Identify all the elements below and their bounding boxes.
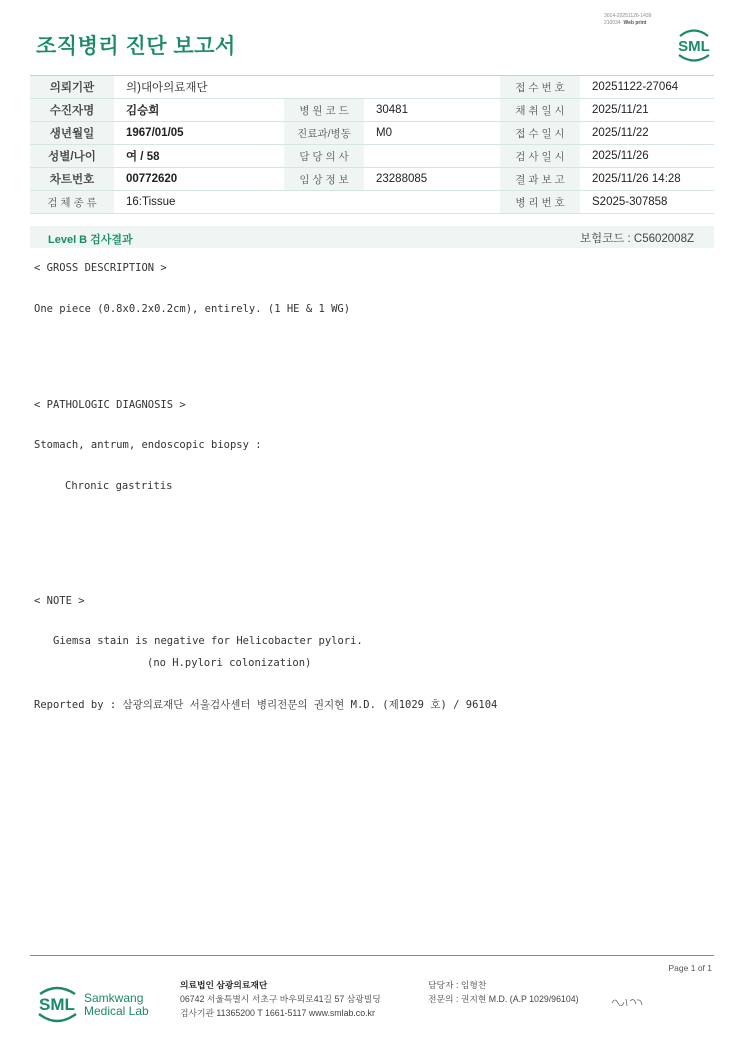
test-date-label: 검 사 일 시 [500,145,580,168]
page-number: Page 1 of 1 [668,963,712,973]
pathology-no-value: S2025-307858 [580,191,714,214]
doctor-value [364,145,500,168]
clinical-value: 23288085 [364,168,500,191]
specimen-value: 16:Tissue [114,191,500,214]
result-report-value: 2025/11/26 14:28 [580,168,714,191]
chart-no-value: 00772620 [114,168,284,191]
brand-line-2: Medical Lab [84,1004,149,1018]
samkwang-logo-icon [37,980,167,1028]
org-contact: 검사기관 11365200 T 1661-5117 www.smlab.co.kr [180,1008,375,1018]
clinical-label: 임 상 정 보 [284,168,364,191]
sex-age-label: 성별/나이 [30,145,114,168]
diagnosis-text: Chronic gastritis [65,480,173,492]
test-date-value: 2025/11/26 [580,145,714,168]
level-label: Level B 검사결과 [48,234,133,246]
print-code-2: 210034 [604,20,621,26]
hospital-code-label: 병 원 코 드 [284,99,364,122]
org-name: 의료법인 삼광의료재단 [180,980,268,990]
collect-date-value: 2025/11/21 [580,99,714,122]
patient-value: 김승희 [114,99,284,122]
sml-logo-icon [674,26,714,64]
print-mode: Web print [623,20,647,26]
specimen-label: 검 체 종 류 [30,191,114,214]
collect-date-label: 채 취 일 시 [500,99,580,122]
gross-text: One piece (0.8x0.2x0.2cm), entirely. (1 HE & 1 WG) [34,303,351,315]
note-header: < NOTE > [34,595,85,607]
diagnosis-site: Stomach, antrum, endoscopic biopsy : [34,439,262,451]
requester-label: 의뢰기관 [30,76,114,99]
table-row [30,99,714,122]
receipt-no-value: 20251122-27064 [580,76,714,99]
note-line-2: (no H.pylori colonization) [147,657,312,669]
dob-label: 생년월일 [30,122,114,145]
table-row [30,145,714,168]
specialist-name: 전문의 : 권지현 M.D. (A.P 1029/96104) [428,994,579,1004]
footer-divider [30,955,714,956]
pathology-no-label: 병 리 번 호 [500,191,580,214]
staff-name: 담당자 : 임형찬 [428,980,487,990]
receipt-no-label: 접 수 번 호 [500,76,580,99]
chart-no-label: 차트번호 [30,168,114,191]
sex-age-value: 여 / 58 [114,145,284,168]
svg-text:SML: SML [39,995,75,1014]
signature-icon [610,995,644,1009]
reported-by: Reported by : 삼광의료재단 서울검사센터 병리전문의 권지현 M.D. (제1029 호) / 96104 [34,699,498,711]
doctor-label: 담 당 의 사 [284,145,364,168]
table-row [30,122,714,145]
gross-header: < GROSS DESCRIPTION > [34,262,167,274]
sml-logo-text: SML [678,38,710,55]
print-info [604,13,651,27]
print-code: 3014-20251126-1439 [604,13,652,19]
patient-label: 수진자명 [30,99,114,122]
result-report-label: 결 과 보 고 [500,168,580,191]
page-title: 조직병리 진단 보고서 [36,35,236,58]
receipt-date-label: 접 수 일 시 [500,122,580,145]
requester-value: 의)대아의료재단 [114,76,500,99]
note-line-1: Giemsa stain is negative for Helicobacter pylori. [53,635,363,647]
org-address: 06742 서울특별시 서초구 바우뫼로41길 57 삼광빌딩 [180,994,381,1004]
table-row [30,191,714,214]
receipt-date-value: 2025/11/22 [580,122,714,145]
diagnosis-header: < PATHOLOGIC DIAGNOSIS > [34,399,186,411]
hospital-code-value: 30481 [364,99,500,122]
table-row [30,76,714,99]
table-row [30,168,714,191]
footer-staff-info [428,978,579,1006]
dob-value: 1967/01/05 [114,122,284,145]
dept-value: M0 [364,122,500,145]
footer-org-info [180,978,381,1020]
insurance-code: 보험코드 : C5602008Z [579,233,694,245]
patient-info-table [30,75,714,214]
brand-line-1: Samkwang [84,991,144,1005]
dept-label: 진료과/병동 [284,122,364,145]
